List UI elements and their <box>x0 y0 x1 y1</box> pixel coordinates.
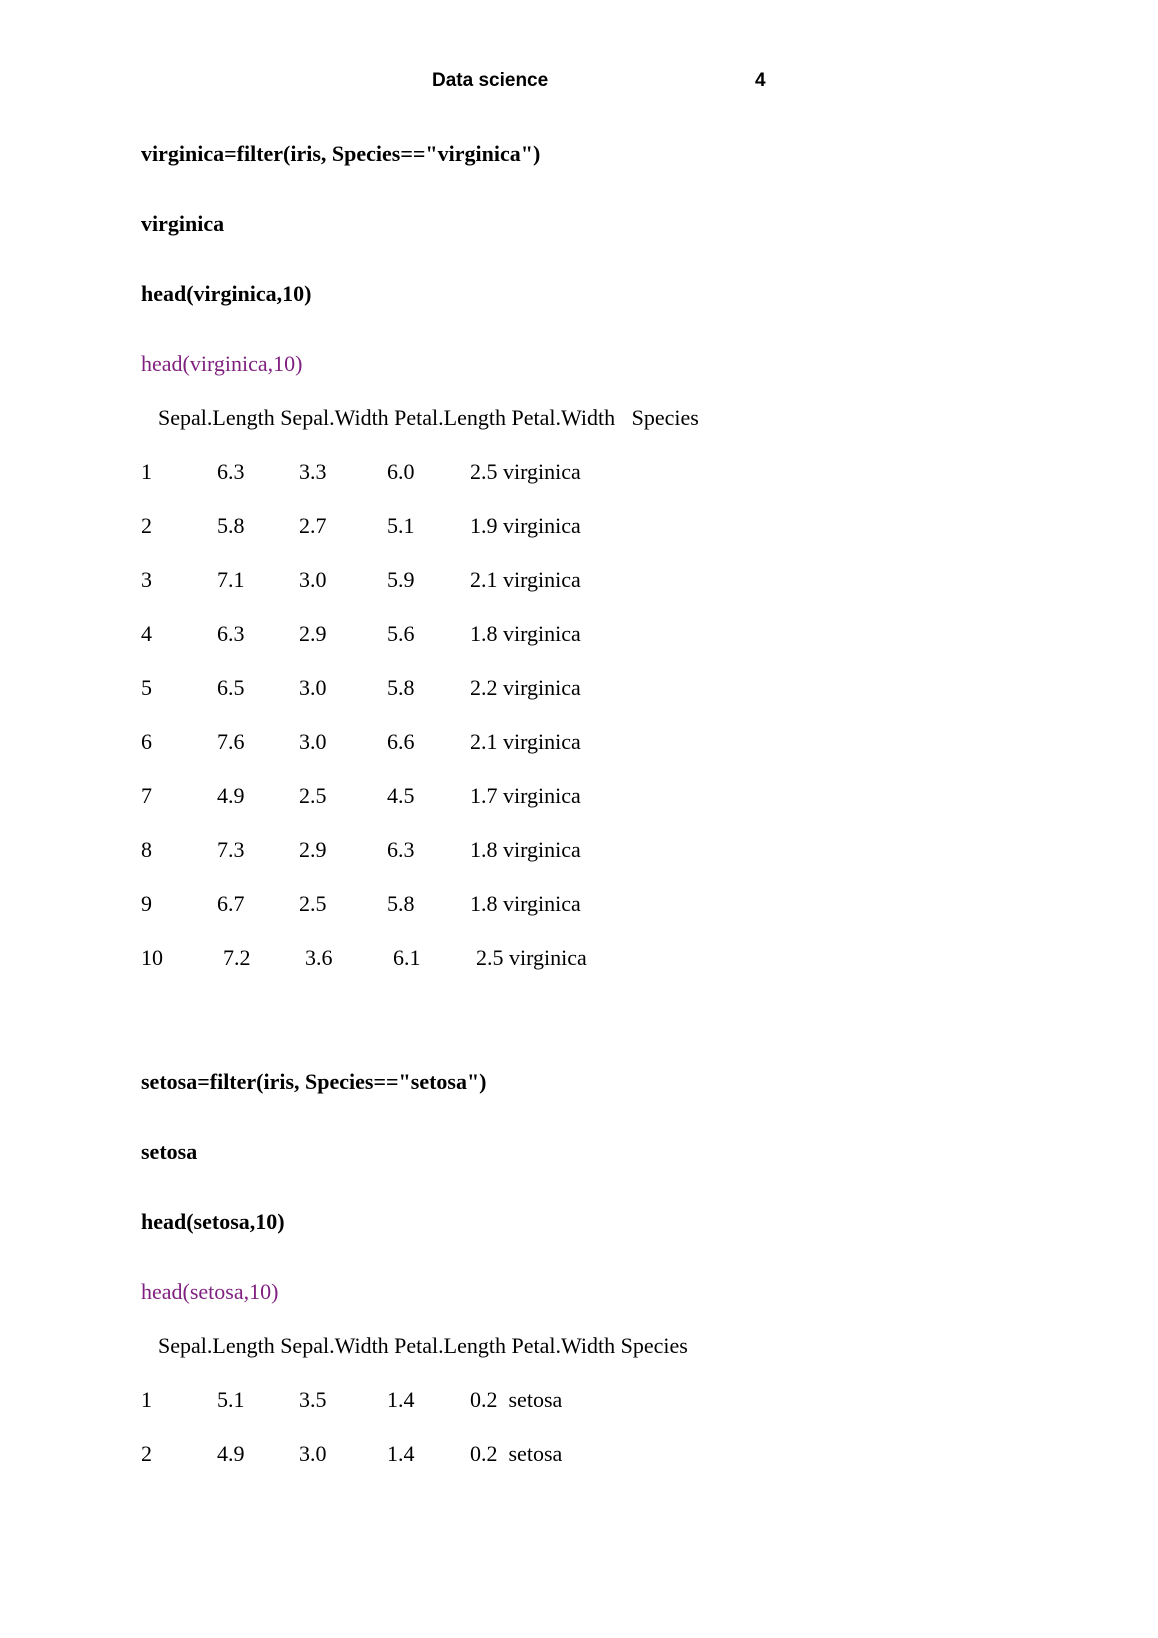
petal-width-species-cell: 1.8 virginica <box>470 891 581 916</box>
row-index: 4 <box>141 621 152 646</box>
petal-length-cell: 1.4 <box>387 1387 415 1412</box>
sepal-width-cell: 2.5 <box>299 783 327 808</box>
page-number: 4 <box>755 70 766 91</box>
table-row <box>141 621 841 647</box>
petal-width-species-cell: 1.7 virginica <box>470 783 581 808</box>
petal-length-cell: 5.9 <box>387 567 415 592</box>
petal-length-cell: 5.8 <box>387 675 415 700</box>
sepal-width-cell: 3.0 <box>299 729 327 754</box>
sepal-length-cell: 6.5 <box>217 675 245 700</box>
table-row <box>141 1387 841 1413</box>
petal-length-cell: 6.3 <box>387 837 415 862</box>
sepal-length-cell: 5.1 <box>217 1387 245 1412</box>
petal-length-cell: 1.4 <box>387 1441 415 1466</box>
petal-length-cell: 6.0 <box>387 459 415 484</box>
console-echo-setosa: head(setosa,10) <box>141 1279 279 1304</box>
table-row <box>141 891 841 917</box>
table-header-virginica: Sepal.Length Sepal.Width Petal.Length Petal.Width Species <box>158 405 699 430</box>
sepal-width-cell: 3.3 <box>299 459 327 484</box>
petal-length-cell: 6.6 <box>387 729 415 754</box>
table-row <box>141 837 841 863</box>
code-line-print-setosa: setosa <box>141 1139 198 1164</box>
petal-width-species-cell: 2.5 virginica <box>476 945 587 970</box>
console-echo-virginica: head(virginica,10) <box>141 351 303 376</box>
table-row <box>141 729 841 755</box>
row-index: 1 <box>141 459 152 484</box>
row-index: 7 <box>141 783 152 808</box>
sepal-length-cell: 7.3 <box>217 837 245 862</box>
petal-length-cell: 5.8 <box>387 891 415 916</box>
sepal-length-cell: 4.9 <box>217 1441 245 1466</box>
table-row <box>141 945 841 971</box>
sepal-length-cell: 7.6 <box>217 729 245 754</box>
table-header-setosa: Sepal.Length Sepal.Width Petal.Length Petal.Width Species <box>158 1333 688 1358</box>
petal-length-cell: 6.1 <box>393 945 421 970</box>
petal-width-species-cell: 0.2 setosa <box>470 1441 563 1466</box>
sepal-length-cell: 6.3 <box>217 621 245 646</box>
row-index: 2 <box>141 1441 152 1466</box>
table-row <box>141 567 841 593</box>
row-index: 2 <box>141 513 152 538</box>
petal-width-species-cell: 2.1 virginica <box>470 729 581 754</box>
table-row <box>141 513 841 539</box>
sepal-length-cell: 5.8 <box>217 513 245 538</box>
sepal-length-cell: 7.2 <box>223 945 251 970</box>
code-line-head-setosa: head(setosa,10) <box>141 1209 285 1234</box>
code-line-filter-setosa: setosa=filter(iris, Species=="setosa") <box>141 1069 487 1094</box>
petal-length-cell: 5.1 <box>387 513 415 538</box>
sepal-length-cell: 6.7 <box>217 891 245 916</box>
petal-width-species-cell: 1.8 virginica <box>470 621 581 646</box>
petal-length-cell: 4.5 <box>387 783 415 808</box>
sepal-width-cell: 2.7 <box>299 513 327 538</box>
petal-length-cell: 5.6 <box>387 621 415 646</box>
table-row <box>141 459 841 485</box>
sepal-width-cell: 2.9 <box>299 837 327 862</box>
table-row <box>141 675 841 701</box>
petal-width-species-cell: 2.5 virginica <box>470 459 581 484</box>
petal-width-species-cell: 2.1 virginica <box>470 567 581 592</box>
table-row <box>141 783 841 809</box>
sepal-width-cell: 3.0 <box>299 567 327 592</box>
code-line-head-virginica: head(virginica,10) <box>141 281 312 306</box>
sepal-length-cell: 7.1 <box>217 567 245 592</box>
sepal-width-cell: 2.9 <box>299 621 327 646</box>
sepal-width-cell: 3.5 <box>299 1387 327 1412</box>
row-index: 3 <box>141 567 152 592</box>
code-line-print-virginica: virginica <box>141 211 225 236</box>
row-index: 8 <box>141 837 152 862</box>
sepal-width-cell: 3.6 <box>305 945 333 970</box>
petal-width-species-cell: 1.8 virginica <box>470 837 581 862</box>
row-index: 10 <box>141 945 163 970</box>
code-line-filter-virginica: virginica=filter(iris, Species=="virginica") <box>141 141 541 166</box>
sepal-length-cell: 6.3 <box>217 459 245 484</box>
petal-width-species-cell: 2.2 virginica <box>470 675 581 700</box>
running-header-title: Data science <box>432 70 549 91</box>
sepal-width-cell: 3.0 <box>299 675 327 700</box>
row-index: 9 <box>141 891 152 916</box>
sepal-length-cell: 4.9 <box>217 783 245 808</box>
sepal-width-cell: 3.0 <box>299 1441 327 1466</box>
row-index: 5 <box>141 675 152 700</box>
row-index: 1 <box>141 1387 152 1412</box>
row-index: 6 <box>141 729 152 754</box>
petal-width-species-cell: 1.9 virginica <box>470 513 581 538</box>
sepal-width-cell: 2.5 <box>299 891 327 916</box>
table-row <box>141 1441 841 1467</box>
petal-width-species-cell: 0.2 setosa <box>470 1387 563 1412</box>
